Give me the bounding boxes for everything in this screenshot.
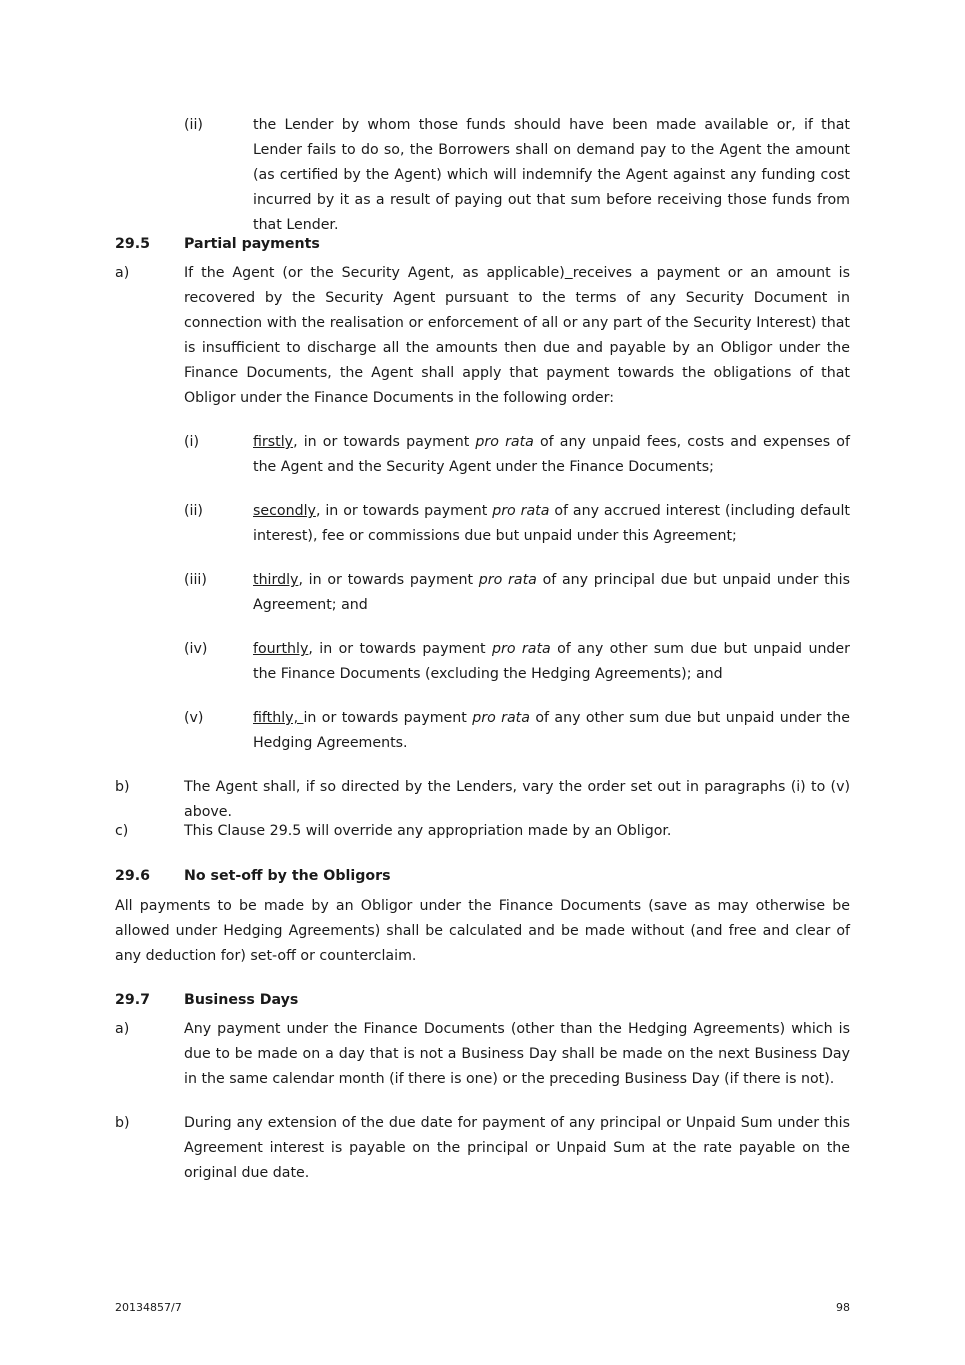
order-item-text: in or towards payment xyxy=(303,710,473,726)
clause-29-6-title: No set-off by the Obligors xyxy=(184,868,391,884)
order-item-marker: (i) xyxy=(184,434,200,450)
order-item-text: of any other sum due but unpaid under the Finance Documents (excluding the Hedging Agreements); and xyxy=(253,641,850,682)
order-item-keyword: fifthly, xyxy=(253,710,304,726)
clause-29-7-title: Business Days xyxy=(184,992,299,1008)
order-item-marker: (ii) xyxy=(184,503,203,519)
order-item-italic: pro rata xyxy=(472,710,530,726)
order-item-italic: pro rata xyxy=(492,503,550,519)
order-item xyxy=(253,430,850,480)
order-item-keyword: firstly xyxy=(253,434,294,450)
clause-29-7-b-text: During any extension of the due date for payment of any principal or Unpaid Sum under this Agreement interest is payable on the principal or Unpaid Sum at the rate payable on the original due date. xyxy=(184,1115,850,1181)
footer-page-number: 98 xyxy=(836,1301,850,1314)
clause-29-7-a-marker: a) xyxy=(115,1021,130,1037)
clause-29-5-c-text: This Clause 29.5 will override any appropriation made by an Obligor. xyxy=(184,823,672,839)
clause-29-5-a-text-after: receives a payment or an amount is recovered by the Security Agent pursuant to the terms of any Security Document in connection with the realisation or enforcement of all or any part of the Security Interest) that is insufficient to discharge all the amounts then due and payable by an Obligor under the Finance Documents, the Agent shall apply that payment towards the obligations of that Obligor under the Finance Documents in the following order: xyxy=(184,265,850,406)
intro-item-marker: (ii) xyxy=(184,117,203,133)
order-item xyxy=(253,568,850,618)
order-item-marker: (v) xyxy=(184,710,204,726)
clause-29-7-number: 29.7 xyxy=(115,992,151,1008)
clause-29-5-title: Partial payments xyxy=(184,236,320,252)
clause-29-7-b-marker: b) xyxy=(115,1115,130,1131)
order-item-text: of any other sum due but unpaid under the Hedging Agreements. xyxy=(253,710,850,751)
order-item xyxy=(253,637,850,687)
clause-29-5-b-text: The Agent shall, if so directed by the Lenders, vary the order set out in paragraphs (i) to (v) above. xyxy=(184,779,850,820)
footer-doc-ref: 20134857/7 xyxy=(115,1301,182,1314)
clause-29-5-c-marker: c) xyxy=(115,823,129,839)
order-item-italic: pro rata xyxy=(478,572,537,588)
clause-29-6-text: All payments to be made by an Obligor under the Finance Documents (save as may otherwise be allowed under Hedging Agreements) shall be calculated and be made without (and free and clear of any deduction for) set-off or counterclaim. xyxy=(115,898,850,964)
clause-29-5-a-text-before: If the Agent (or the Security Agent, as applicable) xyxy=(184,265,565,281)
clause-29-7-a-text: Any payment under the Finance Documents (other than the Hedging Agreements) which is due to be made on a day that is not a Business Day shall be made on the next Business Day in the same calendar month (if there is one) or the preceding Business Day (if there is not). xyxy=(184,1021,850,1087)
clause-29-5-a-marker: a) xyxy=(115,265,130,281)
order-item-keyword: secondly xyxy=(253,503,316,519)
order-item-text: , in or towards payment xyxy=(293,434,476,450)
order-item-marker: (iii) xyxy=(184,572,207,588)
order-item-italic: pro rata xyxy=(492,641,551,657)
clause-29-5-a-text xyxy=(184,261,850,411)
order-item-keyword: fourthly xyxy=(253,641,309,657)
intro-item-text: the Lender by whom those funds should have been made available or, if that Lender fails to do so, the Borrowers shall on demand pay to the Agent the amount (as certified by the Agent) which will indemnify the Agent against any funding cost incurred by it as a result of paying out that sum before receiving those funds from that Lender. xyxy=(253,117,850,233)
order-item-marker: (iv) xyxy=(184,641,208,657)
clause-29-5-number: 29.5 xyxy=(115,236,151,252)
order-item-text: of any principal due but unpaid under this Agreement; and xyxy=(253,572,850,613)
clause-29-6-number: 29.6 xyxy=(115,868,151,884)
order-item-text: , in or towards payment xyxy=(315,503,493,519)
order-item xyxy=(253,706,850,756)
order-item-text: of any unpaid fees, costs and expenses of the Agent and the Security Agent under the Finance Documents; xyxy=(253,434,850,475)
order-item-text: , in or towards payment xyxy=(308,641,493,657)
order-item xyxy=(253,499,850,549)
order-item-text: of any accrued interest (including default interest), fee or commissions due but unpaid under this Agreement; xyxy=(253,503,850,544)
order-item-italic: pro rata xyxy=(475,434,534,450)
order-item-keyword: thirdly xyxy=(253,572,299,588)
clause-29-5-b-marker: b) xyxy=(115,779,130,795)
order-item-text: , in or towards payment xyxy=(298,572,479,588)
